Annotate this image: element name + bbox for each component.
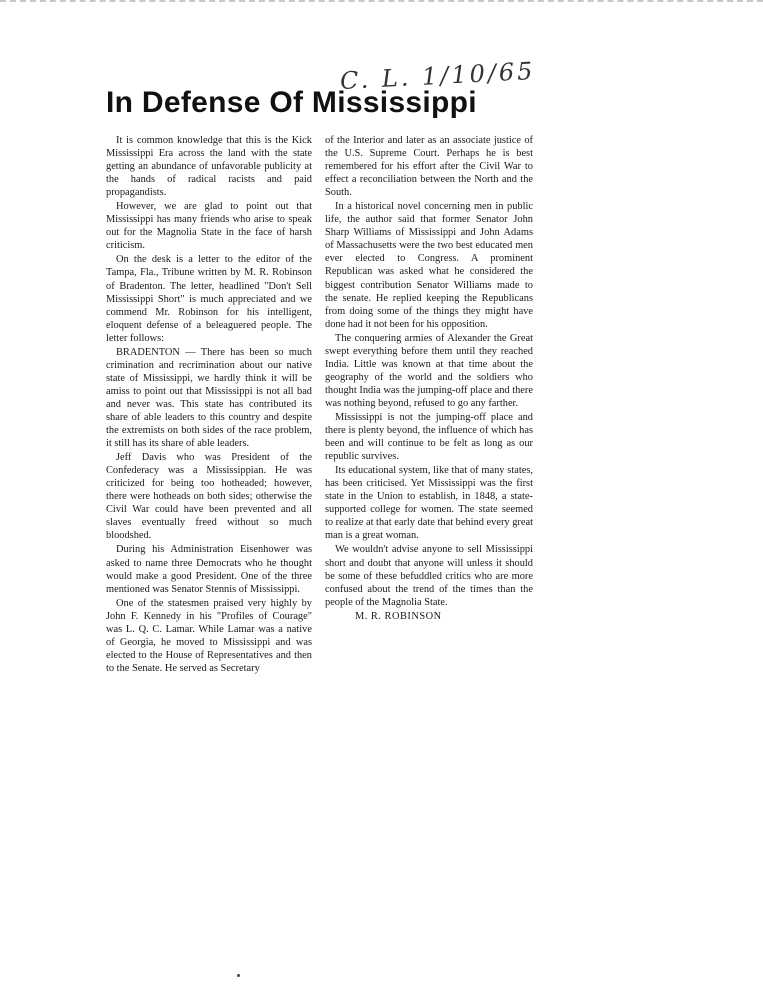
article-column-right bbox=[325, 134, 533, 623]
paragraph: On the desk is a letter to the editor of the Tampa, Fla., Tribune written by M. R. Robinson of Bradenton. The letter, headlined "Don't Sell Mississippi Short" is much appreciated and we commend Mr. Robinson for his intelligent, eloquent defense of a beleaguered people. The letter follows: bbox=[106, 254, 312, 344]
paragraph: During his Administration Eisenhower was asked to name three Democrats who he thought would make a good President. One of the three mentioned was Senator Stennis of Mississippi. bbox=[106, 544, 312, 595]
paragraph: However, we are glad to point out that Mississippi has many friends who arise to speak out for the Magnolia State in the face of harsh criticism. bbox=[106, 201, 312, 252]
handwritten-annotation: C. L. 1/10/65 bbox=[339, 56, 537, 96]
paragraph: of the Interior and later as an associate justice of the U.S. Supreme Court. Perhaps he is best remembered for his effort after the Civil War to effect a reconciliation between the North and the South. bbox=[325, 135, 533, 199]
paragraph: We wouldn't advise anyone to sell Mississippi short and doubt that anyone will unless it should be some of these befuddled critics who are more confused about the trend of the times than the people of the Magnolia State. bbox=[325, 544, 533, 608]
paragraph: Jeff Davis who was President of the Confederacy was a Mississippian. He was criticized for being too hotheaded; however, there were hotheads on both sides; otherwise the Civil War could have been prevented and all slaves eventually freed without so much bloodshed. bbox=[106, 452, 312, 542]
paragraph: In a historical novel concerning men in public life, the author said that former Senator John Sharp Williams of Mississippi and John Adams of Massachusetts were the two best educated men ever elected to Congress. A prominent Republican was asked what he considered the biggest contribution Senator Williams made to the senate. He replied keeping the Republicans from doing some of the things they might have done had it not been for his opposition. bbox=[325, 201, 533, 330]
paragraph: Mississippi is not the jumping-off place and there is plenty beyond, the influence of which has been and will continue to be felt as long as our republic survives. bbox=[325, 411, 533, 463]
paragraph: The conquering armies of Alexander the Great swept everything before them until they reached India. Little was known at that time about the geography of the world and the soldiers who thought India was the jumping-off place and there was nothing beyond, refused to go any farther. bbox=[325, 332, 533, 409]
scan-speck bbox=[237, 974, 240, 977]
paragraph: One of the statesmen praised very highly by John F. Kennedy in his "Profiles of Courage" was L. Q. C. Lamar. While Lamar was a native of Georgia, he moved to Mississippi and was elected to the House of Representatives and then to the Senate. He served as Secretary bbox=[106, 597, 312, 674]
paragraph: BRADENTON — There has been so much crimination and recrimination about our native state of Mississippi, we hardly think it will be amiss to point out that Mississippi is not all bad and never was. This state has contributed its share of able leaders to this country and despite the extremists on both sides of the race problem, it still has its share of able leaders. bbox=[106, 346, 312, 450]
paragraph: Its educational system, like that of many states, has been criticised. Yet Mississippi was the first state in the Union to establish, in 1848, a state-supported college for women. The state seemed to realize at that early date that behind every great man is a great woman. bbox=[325, 465, 533, 542]
article-headline: In Defense Of Mississippi bbox=[106, 86, 477, 119]
scan-border bbox=[0, 0, 763, 6]
article-column-left bbox=[106, 134, 312, 676]
paragraph: It is common knowledge that this is the Kick Mississippi Era across the land with the state getting an abundance of unfavorable publicity at the hands of radical racists and paid propagandists. bbox=[106, 135, 312, 199]
author-signature: M. R. ROBINSON bbox=[355, 610, 442, 622]
